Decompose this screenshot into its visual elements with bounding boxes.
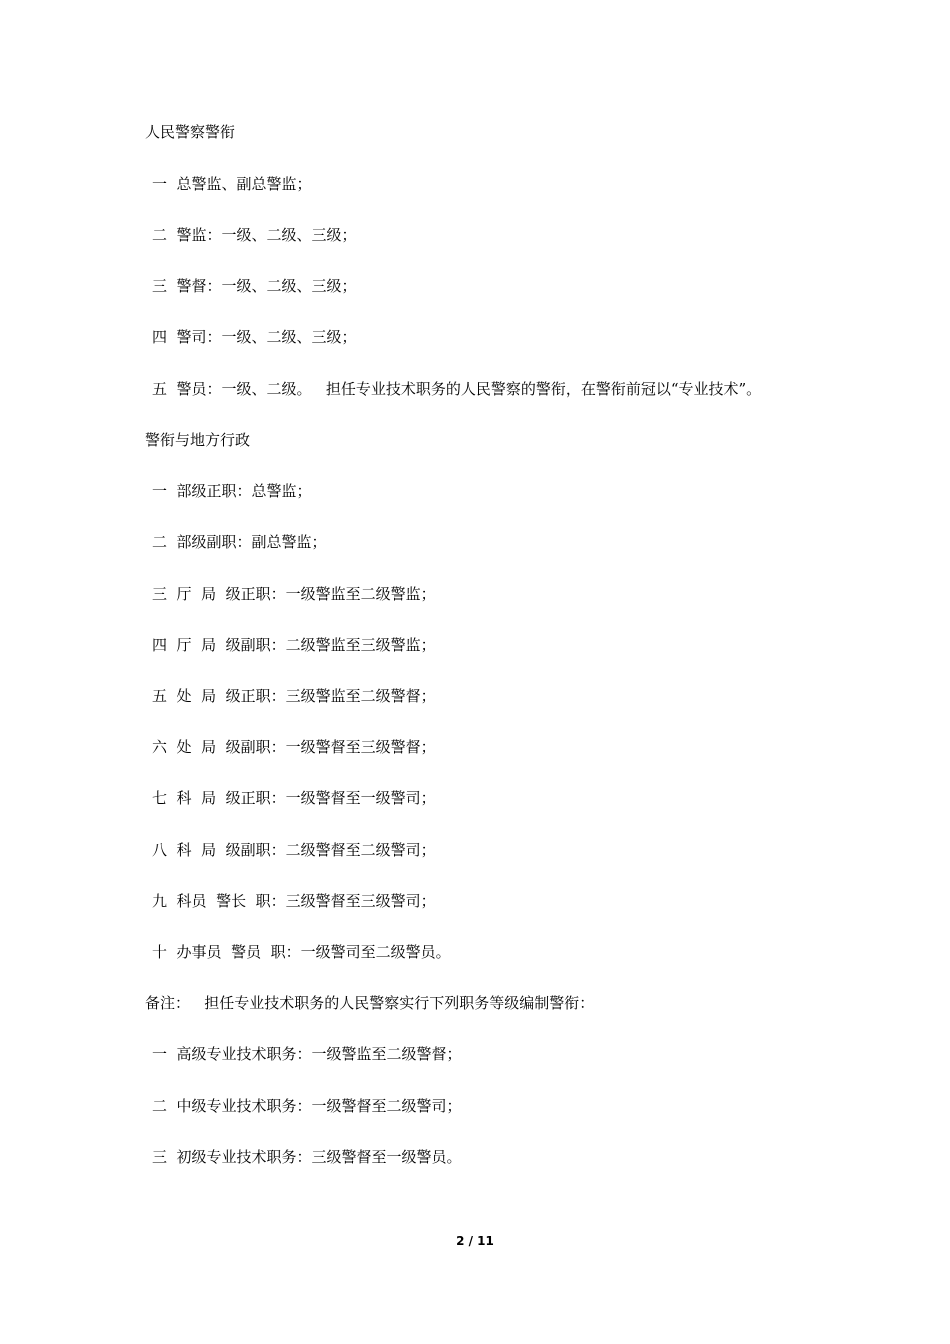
list-item-admin-8: 八 科 局 级副职：二级警督至二级警司；	[152, 841, 436, 859]
list-item-admin-6: 六 处 局 级副职：一级警督至三级警督；	[152, 738, 436, 756]
list-item-rank-5: 五 警员：一级、二级。 担任专业技术职务的人民警察的警衔，在警衔前冠以“专业技术”。	[152, 380, 762, 398]
list-item-admin-7: 七 科 局 级正职：一级警督至一级警司；	[152, 789, 436, 807]
list-item-admin-5: 五 处 局 级正职：三级警监至二级警督；	[152, 687, 436, 705]
list-item-tech-2: 二 中级专业技术职务：一级警督至二级警司；	[152, 1097, 462, 1115]
list-item-admin-1: 一 部级正职：总警监；	[152, 482, 312, 500]
list-item-admin-4: 四 厅 局 级副职：二级警监至三级警监；	[152, 636, 436, 654]
list-item-rank-4: 四 警司：一级、二级、三级；	[152, 328, 357, 346]
list-item-admin-10: 十 办事员 警员 职：一级警司至二级警员。	[152, 943, 451, 961]
list-item-tech-3: 三 初级专业技术职务：三级警督至一级警员。	[152, 1148, 462, 1166]
list-item-tech-1: 一 高级专业技术职务：一级警监至二级警督；	[152, 1045, 462, 1063]
list-item-rank-1: 一 总警监、副总警监；	[152, 175, 312, 193]
section-heading-ranks: 人民警察警衔	[145, 123, 236, 141]
list-item-rank-3: 三 警督：一级、二级、三级；	[152, 277, 357, 295]
note-paragraph: 备注： 担任专业技术职务的人民警察实行下列职务等级编制警衔：	[145, 994, 595, 1012]
list-item-admin-3: 三 厅 局 级正职：一级警监至二级警监；	[152, 585, 436, 603]
list-item-rank-2: 二 警监：一级、二级、三级；	[152, 226, 357, 244]
list-item-admin-9: 九 科员 警长 职：三级警督至三级警司；	[152, 892, 436, 910]
page-number: 2 / 11	[456, 1234, 494, 1248]
list-item-admin-2: 二 部级副职：副总警监；	[152, 533, 327, 551]
section-heading-admin: 警衔与地方行政	[145, 431, 251, 449]
